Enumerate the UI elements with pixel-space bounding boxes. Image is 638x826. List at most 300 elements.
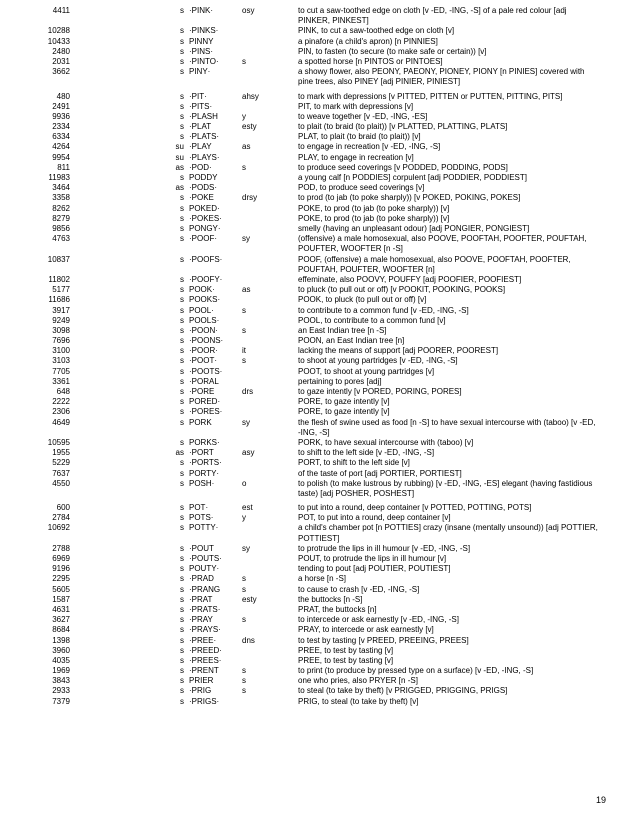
- headword: ·PRENT: [189, 666, 219, 676]
- word-rank: 3960: [52, 645, 70, 655]
- word-definition: POOL, to contribute to a common fund [v]: [298, 315, 446, 325]
- list-item: [0, 387, 638, 397]
- list-item: [0, 697, 638, 707]
- word-hooks: s: [242, 356, 246, 366]
- word-definition: PORT, to shift to the left side [v]: [298, 458, 410, 468]
- headword: ·PINTO·: [189, 56, 219, 66]
- word-hooks: y: [242, 111, 246, 121]
- list-item: [0, 122, 638, 132]
- word-hooks: s: [242, 325, 246, 335]
- word-rank: 7637: [52, 468, 70, 478]
- word-rank: 5229: [52, 458, 70, 468]
- word-definition: the flesh of swine used as food [n -S] to have sexual intercourse with (taboo) [v -ED, -ING, -S]: [298, 417, 596, 437]
- word-rank: 2480: [52, 46, 70, 56]
- word-rank: 3627: [52, 615, 70, 625]
- word-definition: PREE, to test by tasting [v]: [298, 645, 394, 655]
- word-rank: 8262: [52, 203, 70, 213]
- word-hooks: est: [242, 503, 253, 513]
- list-item: [0, 67, 638, 87]
- list-item: [0, 574, 638, 584]
- word-definition: POON, an East Indian tree [n]: [298, 336, 405, 346]
- headword: POOLS·: [189, 315, 220, 325]
- word-mark: s: [180, 513, 184, 523]
- headword: ·PREED·: [189, 645, 222, 655]
- word-definition: PORK, to have sexual intercourse with (taboo) [v]: [298, 437, 474, 447]
- headword: ·POUTS·: [189, 554, 222, 564]
- list-item: [0, 595, 638, 605]
- list-item: [0, 367, 638, 377]
- headword: ·PRAYS·: [189, 625, 221, 635]
- list-item: [0, 102, 638, 112]
- word-hooks: s: [242, 584, 246, 594]
- word-definition: effeminate, also POOVY, POUFFY [adj POOFIER, POOFIEST]: [298, 274, 522, 284]
- word-mark: s: [180, 111, 184, 121]
- word-definition: of the taste of port [adj PORTIER, PORTIEST]: [298, 468, 462, 478]
- headword: POSH·: [189, 478, 215, 488]
- word-rank: 3843: [52, 676, 70, 686]
- headword: ·POON·: [189, 325, 218, 335]
- list-item: [0, 37, 638, 47]
- headword: ·POOF·: [189, 234, 217, 244]
- list-item: [0, 255, 638, 275]
- headword: ·POONS·: [189, 336, 224, 346]
- list-item: [0, 564, 638, 574]
- word-rank: 6334: [52, 132, 70, 142]
- word-mark: s: [180, 295, 184, 305]
- list-item: [0, 193, 638, 203]
- headword: ·PLAY: [189, 142, 212, 152]
- list-item: [0, 336, 638, 346]
- word-mark: s: [180, 543, 184, 553]
- word-rank: 10433: [47, 36, 70, 46]
- word-rank: 600: [56, 503, 70, 513]
- word-hooks: esty: [242, 122, 257, 132]
- word-hooks: s: [242, 676, 246, 686]
- word-definition: smelly (having an unpleasant odour) [adj PONGIER, PONGIEST]: [298, 223, 530, 233]
- word-hooks: s: [242, 162, 246, 172]
- word-mark: s: [180, 635, 184, 645]
- headword: ·PRIGS·: [189, 696, 220, 706]
- list-item: [0, 142, 638, 152]
- word-rank: 4035: [52, 655, 70, 665]
- word-definition: lacking the means of support [adj POORER, POOREST]: [298, 346, 499, 356]
- word-mark: s: [180, 437, 184, 447]
- word-hooks: ahsy: [242, 91, 259, 101]
- word-definition: PRAY, to intercede or ask earnestly [v]: [298, 625, 434, 635]
- list-item: [0, 676, 638, 686]
- word-hooks: o: [242, 478, 247, 488]
- list-item: [0, 326, 638, 336]
- word-rank: 8279: [52, 213, 70, 223]
- list-item: [0, 523, 638, 543]
- headword: ·PRATS·: [189, 604, 221, 614]
- word-rank: 10595: [47, 437, 70, 447]
- word-mark: s: [180, 91, 184, 101]
- word-definition: POD, to produce seed coverings [v]: [298, 183, 425, 193]
- word-rank: 4411: [52, 6, 70, 15]
- word-mark: s: [180, 285, 184, 295]
- word-definition: the buttocks [n -S]: [298, 594, 363, 604]
- word-mark: s: [180, 274, 184, 284]
- word-mark: s: [180, 554, 184, 564]
- word-rank: 2334: [52, 122, 70, 132]
- headword: POTTY·: [189, 523, 219, 533]
- list-item: [0, 438, 638, 448]
- list-item: [0, 204, 638, 214]
- word-definition: PORE, to gaze intently [v]: [298, 397, 390, 407]
- headword: ·PORAL: [189, 376, 219, 386]
- headword: PINNY: [189, 36, 214, 46]
- word-definition: to produce seed coverings [v PODDED, PODDING, PODS]: [298, 162, 508, 172]
- word-definition: PLAT, to plait (to braid (to plait)) [v]: [298, 132, 421, 142]
- list-item: [0, 92, 638, 102]
- word-definition: to print (to produce by pressed type on a surface) [v -ED, -ING, -S]: [298, 666, 534, 676]
- word-mark: s: [180, 645, 184, 655]
- word-mark: s: [180, 366, 184, 376]
- word-mark: s: [180, 604, 184, 614]
- headword: POTS·: [189, 513, 214, 523]
- word-definition: to plait (to braid (to plait)) [v PLATTED, PLATTING, PLATS]: [298, 122, 508, 132]
- word-mark: s: [180, 132, 184, 142]
- word-hooks: asy: [242, 448, 255, 458]
- word-definition: to intercede or ask earnestly [v -ED, -ING, -S]: [298, 615, 459, 625]
- headword: ·POOTS·: [189, 366, 223, 376]
- word-mark: s: [180, 356, 184, 366]
- headword: ·PINS·: [189, 46, 213, 56]
- headword: ·PRAY: [189, 615, 213, 625]
- word-mark: s: [180, 594, 184, 604]
- word-definition: tending to pout [adj POUTIER, POUTIEST]: [298, 564, 451, 574]
- word-mark: s: [180, 325, 184, 335]
- list-item: [0, 306, 638, 316]
- headword: PRIER: [189, 676, 214, 686]
- headword: ·POOFY·: [189, 274, 223, 284]
- word-definition: to contribute to a common fund [v -ED, -ING, -S]: [298, 305, 469, 315]
- word-definition: POKE, to prod (to jab (to poke sharply)) [v]: [298, 203, 450, 213]
- word-definition: to polish (to make lustrous by rubbing) [v -ED, -ING, -ES] elegant (having fastidious taste) [adj POSHER, POSHEST]: [298, 478, 593, 498]
- word-rank: 5177: [52, 285, 70, 295]
- list-item: [0, 646, 638, 656]
- list-item: [0, 479, 638, 499]
- word-definition: POOK, to pluck (to pull out or off) [v]: [298, 295, 427, 305]
- word-rank: 11686: [48, 295, 70, 305]
- headword: POOKS·: [189, 295, 221, 305]
- word-mark: s: [180, 213, 184, 223]
- word-rank: 9936: [52, 111, 70, 121]
- list-item: [0, 513, 638, 523]
- headword: POUTY·: [189, 564, 220, 574]
- word-definition: PREE, to test by tasting [v]: [298, 655, 394, 665]
- word-rank: 4763: [52, 234, 70, 244]
- word-definition: PIT, to mark with depressions [v]: [298, 101, 414, 111]
- word-mark: s: [180, 503, 184, 513]
- headword: PINY·: [189, 67, 211, 77]
- word-rank: 1955: [52, 448, 70, 458]
- list-item: [0, 686, 638, 696]
- list-item: [0, 26, 638, 36]
- word-mark: s: [180, 615, 184, 625]
- list-item: [0, 469, 638, 479]
- headword: ·PITS·: [189, 101, 213, 111]
- word-mark: s: [180, 101, 184, 111]
- word-mark: s: [180, 26, 184, 36]
- headword: ·PRAT: [189, 594, 213, 604]
- word-definition: PINK, to cut a saw-toothed edge on cloth [v]: [298, 26, 455, 36]
- headword: ·PRIG: [189, 686, 212, 696]
- list-item: [0, 554, 638, 564]
- word-definition: POT, to put into a round, deep container [v]: [298, 513, 451, 523]
- word-definition: to pluck (to pull out or off) [v POOKIT, POOKING, POOKS]: [298, 285, 506, 295]
- list-item: [0, 615, 638, 625]
- word-rank: 11983: [48, 173, 70, 183]
- headword: ·PLASH: [189, 111, 218, 121]
- headword: ·PIT·: [189, 91, 207, 101]
- word-definition: a horse [n -S]: [298, 574, 347, 584]
- word-rank: 1398: [52, 635, 70, 645]
- list-item: [0, 397, 638, 407]
- word-mark: s: [180, 523, 184, 533]
- word-definition: POOT, to shoot at young partridges [v]: [298, 366, 435, 376]
- headword: POOL·: [189, 305, 214, 315]
- word-rank: 10692: [47, 523, 70, 533]
- word-rank: 9954: [52, 152, 70, 162]
- word-rank: 3103: [52, 356, 70, 366]
- word-mark: as: [175, 448, 184, 458]
- word-rank: 7696: [52, 336, 70, 346]
- list-item: [0, 377, 638, 387]
- word-definition: PLAY, to engage in recreation [v]: [298, 152, 414, 162]
- word-rank: 9249: [52, 315, 70, 325]
- word-rank: 7379: [52, 696, 70, 706]
- list-item: [0, 503, 638, 513]
- word-hooks: drsy: [242, 193, 258, 203]
- list-item: [0, 112, 638, 122]
- headword: ·POD·: [189, 162, 212, 172]
- list-item: [0, 636, 638, 646]
- word-definition: POOF, (offensive) a male homosexual, also POOVE, POOFTAH, POOFTER, POUFTAH, POUFTER, WOOFTER [n]: [298, 254, 571, 274]
- word-rank: 2295: [52, 574, 70, 584]
- word-rank: 10837: [47, 254, 70, 264]
- word-rank: 3098: [52, 325, 70, 335]
- word-definition: to engage in recreation [v -ED, -ING, -S]: [298, 142, 441, 152]
- word-mark: s: [180, 122, 184, 132]
- word-definition: to weave together [v -ED, -ING, -ES]: [298, 111, 428, 121]
- headword: ·PORES·: [189, 407, 223, 417]
- word-mark: s: [180, 315, 184, 325]
- word-rank: 3662: [52, 67, 70, 77]
- list-item: [0, 214, 638, 224]
- word-mark: s: [180, 36, 184, 46]
- list-item: [0, 224, 638, 234]
- word-mark: s: [180, 6, 184, 15]
- word-definition: a showy flower, also PEONY, PAEONY, PIONEY, PIONY [n PINIES] covered with pine trees, also PINEY [adj PINIER, PINIEST]: [298, 67, 585, 87]
- word-mark: s: [180, 397, 184, 407]
- word-hooks: y: [242, 513, 246, 523]
- headword: POKED·: [189, 203, 220, 213]
- word-rank: 3100: [52, 346, 70, 356]
- headword: ·PODS·: [189, 183, 217, 193]
- word-definition: an East Indian tree [n -S]: [298, 325, 387, 335]
- word-mark: s: [180, 574, 184, 584]
- list-item: [0, 132, 638, 142]
- word-hooks: drs: [242, 387, 254, 396]
- headword: ·POOT·: [189, 356, 217, 366]
- headword: ·PREE·: [189, 635, 217, 645]
- word-mark: s: [180, 625, 184, 635]
- list-item: [0, 6, 638, 26]
- headword: PORK: [189, 417, 212, 427]
- word-rank: 480: [56, 91, 70, 101]
- word-rank: 9196: [52, 564, 70, 574]
- word-mark: as: [175, 162, 184, 172]
- word-definition: to mark with depressions [v PITTED, PITTEN or PUTTEN, PITTING, PITS]: [298, 91, 563, 101]
- word-definition: to shoot at young partridges [v -ED, -ING, -S]: [298, 356, 458, 366]
- headword: PORED·: [189, 397, 221, 407]
- word-definition: (offensive) a male homosexual, also POOVE, POOFTAH, POOFTER, POUFTAH, POUFTER, WOOFTER [n -S]: [298, 234, 587, 254]
- word-rank: 4550: [52, 478, 70, 488]
- headword: ·POKES·: [189, 213, 222, 223]
- list-item: [0, 163, 638, 173]
- word-mark: s: [180, 584, 184, 594]
- word-hooks: s: [242, 56, 246, 66]
- headword: POOK·: [189, 285, 215, 295]
- word-definition: to cause to crash [v -ED, -ING, -S]: [298, 584, 420, 594]
- list-item: [0, 346, 638, 356]
- word-rank: 7705: [52, 366, 70, 376]
- word-mark: s: [180, 223, 184, 233]
- word-rank: 2788: [52, 543, 70, 553]
- word-definition: a pinafore (a child's apron) [n PINNIES]: [298, 36, 438, 46]
- word-hooks: as: [242, 285, 251, 295]
- word-hooks: sy: [242, 234, 250, 244]
- word-mark: s: [180, 676, 184, 686]
- word-hooks: s: [242, 686, 246, 696]
- word-rank: 11802: [48, 274, 70, 284]
- word-mark: s: [180, 336, 184, 346]
- headword: ·PORTS·: [189, 458, 222, 468]
- headword: ·PORT: [189, 448, 214, 458]
- word-rank: 6969: [52, 554, 70, 564]
- word-rank: 4631: [52, 604, 70, 614]
- word-mark: s: [180, 203, 184, 213]
- word-mark: s: [180, 56, 184, 66]
- word-hooks: esty: [242, 594, 257, 604]
- word-definition: to put into a round, deep container [v POTTED, POTTING, POTS]: [298, 503, 532, 513]
- word-definition: to gaze intently [v PORED, PORING, PORES]: [298, 387, 462, 396]
- word-definition: a spotted horse [n PINTOS or PINTOES]: [298, 56, 443, 66]
- word-definition: a child's chamber pot [n POTTIES] crazy (insane (mentally unsound)) [adj POTTIER, POTTIEST]: [298, 523, 598, 543]
- word-definition: to prod (to jab (to poke sharply)) [v POKED, POKING, POKES]: [298, 193, 521, 203]
- headword: ·PRAD: [189, 574, 214, 584]
- headword: POT·: [189, 503, 209, 513]
- word-rank: 2222: [52, 397, 70, 407]
- word-definition: to test by tasting [v PREED, PREEING, PREES]: [298, 635, 469, 645]
- word-definition: to cut a saw-toothed edge on cloth [v -ED, -ING, -S] of a pale red colour [adj PINKER, PINKEST]: [298, 6, 567, 26]
- list-item: [0, 183, 638, 193]
- word-mark: s: [180, 696, 184, 706]
- word-rank: 2306: [52, 407, 70, 417]
- list-item: [0, 458, 638, 468]
- word-definition: POKE, to prod (to jab (to poke sharply)) [v]: [298, 213, 450, 223]
- word-mark: s: [180, 686, 184, 696]
- headword: ·POOFS·: [189, 254, 223, 264]
- word-rank: 2784: [52, 513, 70, 523]
- word-rank: 2933: [52, 686, 70, 696]
- headword: ·PLAT: [189, 122, 212, 132]
- word-mark: s: [180, 46, 184, 56]
- word-definition: pertaining to pores [adj]: [298, 376, 382, 386]
- word-hooks: s: [242, 305, 246, 315]
- list-item: [0, 295, 638, 305]
- headword: ·PREES·: [189, 655, 222, 665]
- word-mark: s: [180, 376, 184, 386]
- word-mark: s: [180, 193, 184, 203]
- word-definition: a young calf [n PODDIES] corpulent [adj PODDIER, PODDIEST]: [298, 173, 527, 183]
- headword: ·PORE: [189, 387, 215, 396]
- word-rank: 1587: [52, 594, 70, 604]
- list-item: [0, 625, 638, 635]
- word-rank: 1969: [52, 666, 70, 676]
- list-item: [0, 656, 638, 666]
- word-definition: PIN, to fasten (to secure (to make safe or certain)) [v]: [298, 46, 487, 56]
- word-mark: s: [180, 417, 184, 427]
- word-rank: 8684: [52, 625, 70, 635]
- word-definition: to steal (to take by theft) [v PRIGGED, PRIGGING, PRIGS]: [298, 686, 508, 696]
- word-hooks: sy: [242, 417, 250, 427]
- word-definition: PRAT, the buttocks [n]: [298, 604, 377, 614]
- word-definition: POUT, to protrude the lips in ill humour [v]: [298, 554, 447, 564]
- list-item: [0, 316, 638, 326]
- headword: ·POKE: [189, 193, 214, 203]
- page-number: 19: [595, 795, 606, 805]
- headword: ·PLATS·: [189, 132, 220, 142]
- word-mark: s: [180, 407, 184, 417]
- list-item: [0, 544, 638, 554]
- word-mark: s: [180, 655, 184, 665]
- word-rank: 4264: [52, 142, 70, 152]
- headword: PODDY: [189, 173, 218, 183]
- headword: PORTY·: [189, 468, 220, 478]
- word-rank: 3464: [52, 183, 70, 193]
- word-rank: 3358: [52, 193, 70, 203]
- word-rank: 3361: [52, 376, 70, 386]
- word-mark: s: [180, 458, 184, 468]
- word-rank: 5605: [52, 584, 70, 594]
- word-mark: s: [180, 468, 184, 478]
- word-hooks: s: [242, 574, 246, 584]
- word-mark: s: [180, 234, 184, 244]
- word-mark: as: [175, 183, 184, 193]
- word-hooks: s: [242, 666, 246, 676]
- list-item: [0, 605, 638, 615]
- list-item: [0, 57, 638, 67]
- word-definition: to protrude the lips in ill humour [v -ED, -ING, -S]: [298, 543, 471, 553]
- list-item: [0, 234, 638, 254]
- word-rank: 10288: [47, 26, 70, 36]
- list-item: [0, 585, 638, 595]
- list-item: [0, 173, 638, 183]
- word-rank: 4649: [52, 417, 70, 427]
- word-hooks: sy: [242, 543, 250, 553]
- list-item: [0, 275, 638, 285]
- headword: ·PINKS·: [189, 26, 219, 36]
- word-rank: 3917: [52, 305, 70, 315]
- headword: ·PINK·: [189, 6, 213, 15]
- word-mark: s: [180, 173, 184, 183]
- list-item: [0, 356, 638, 366]
- list-item: [0, 47, 638, 57]
- word-mark: su: [175, 142, 184, 152]
